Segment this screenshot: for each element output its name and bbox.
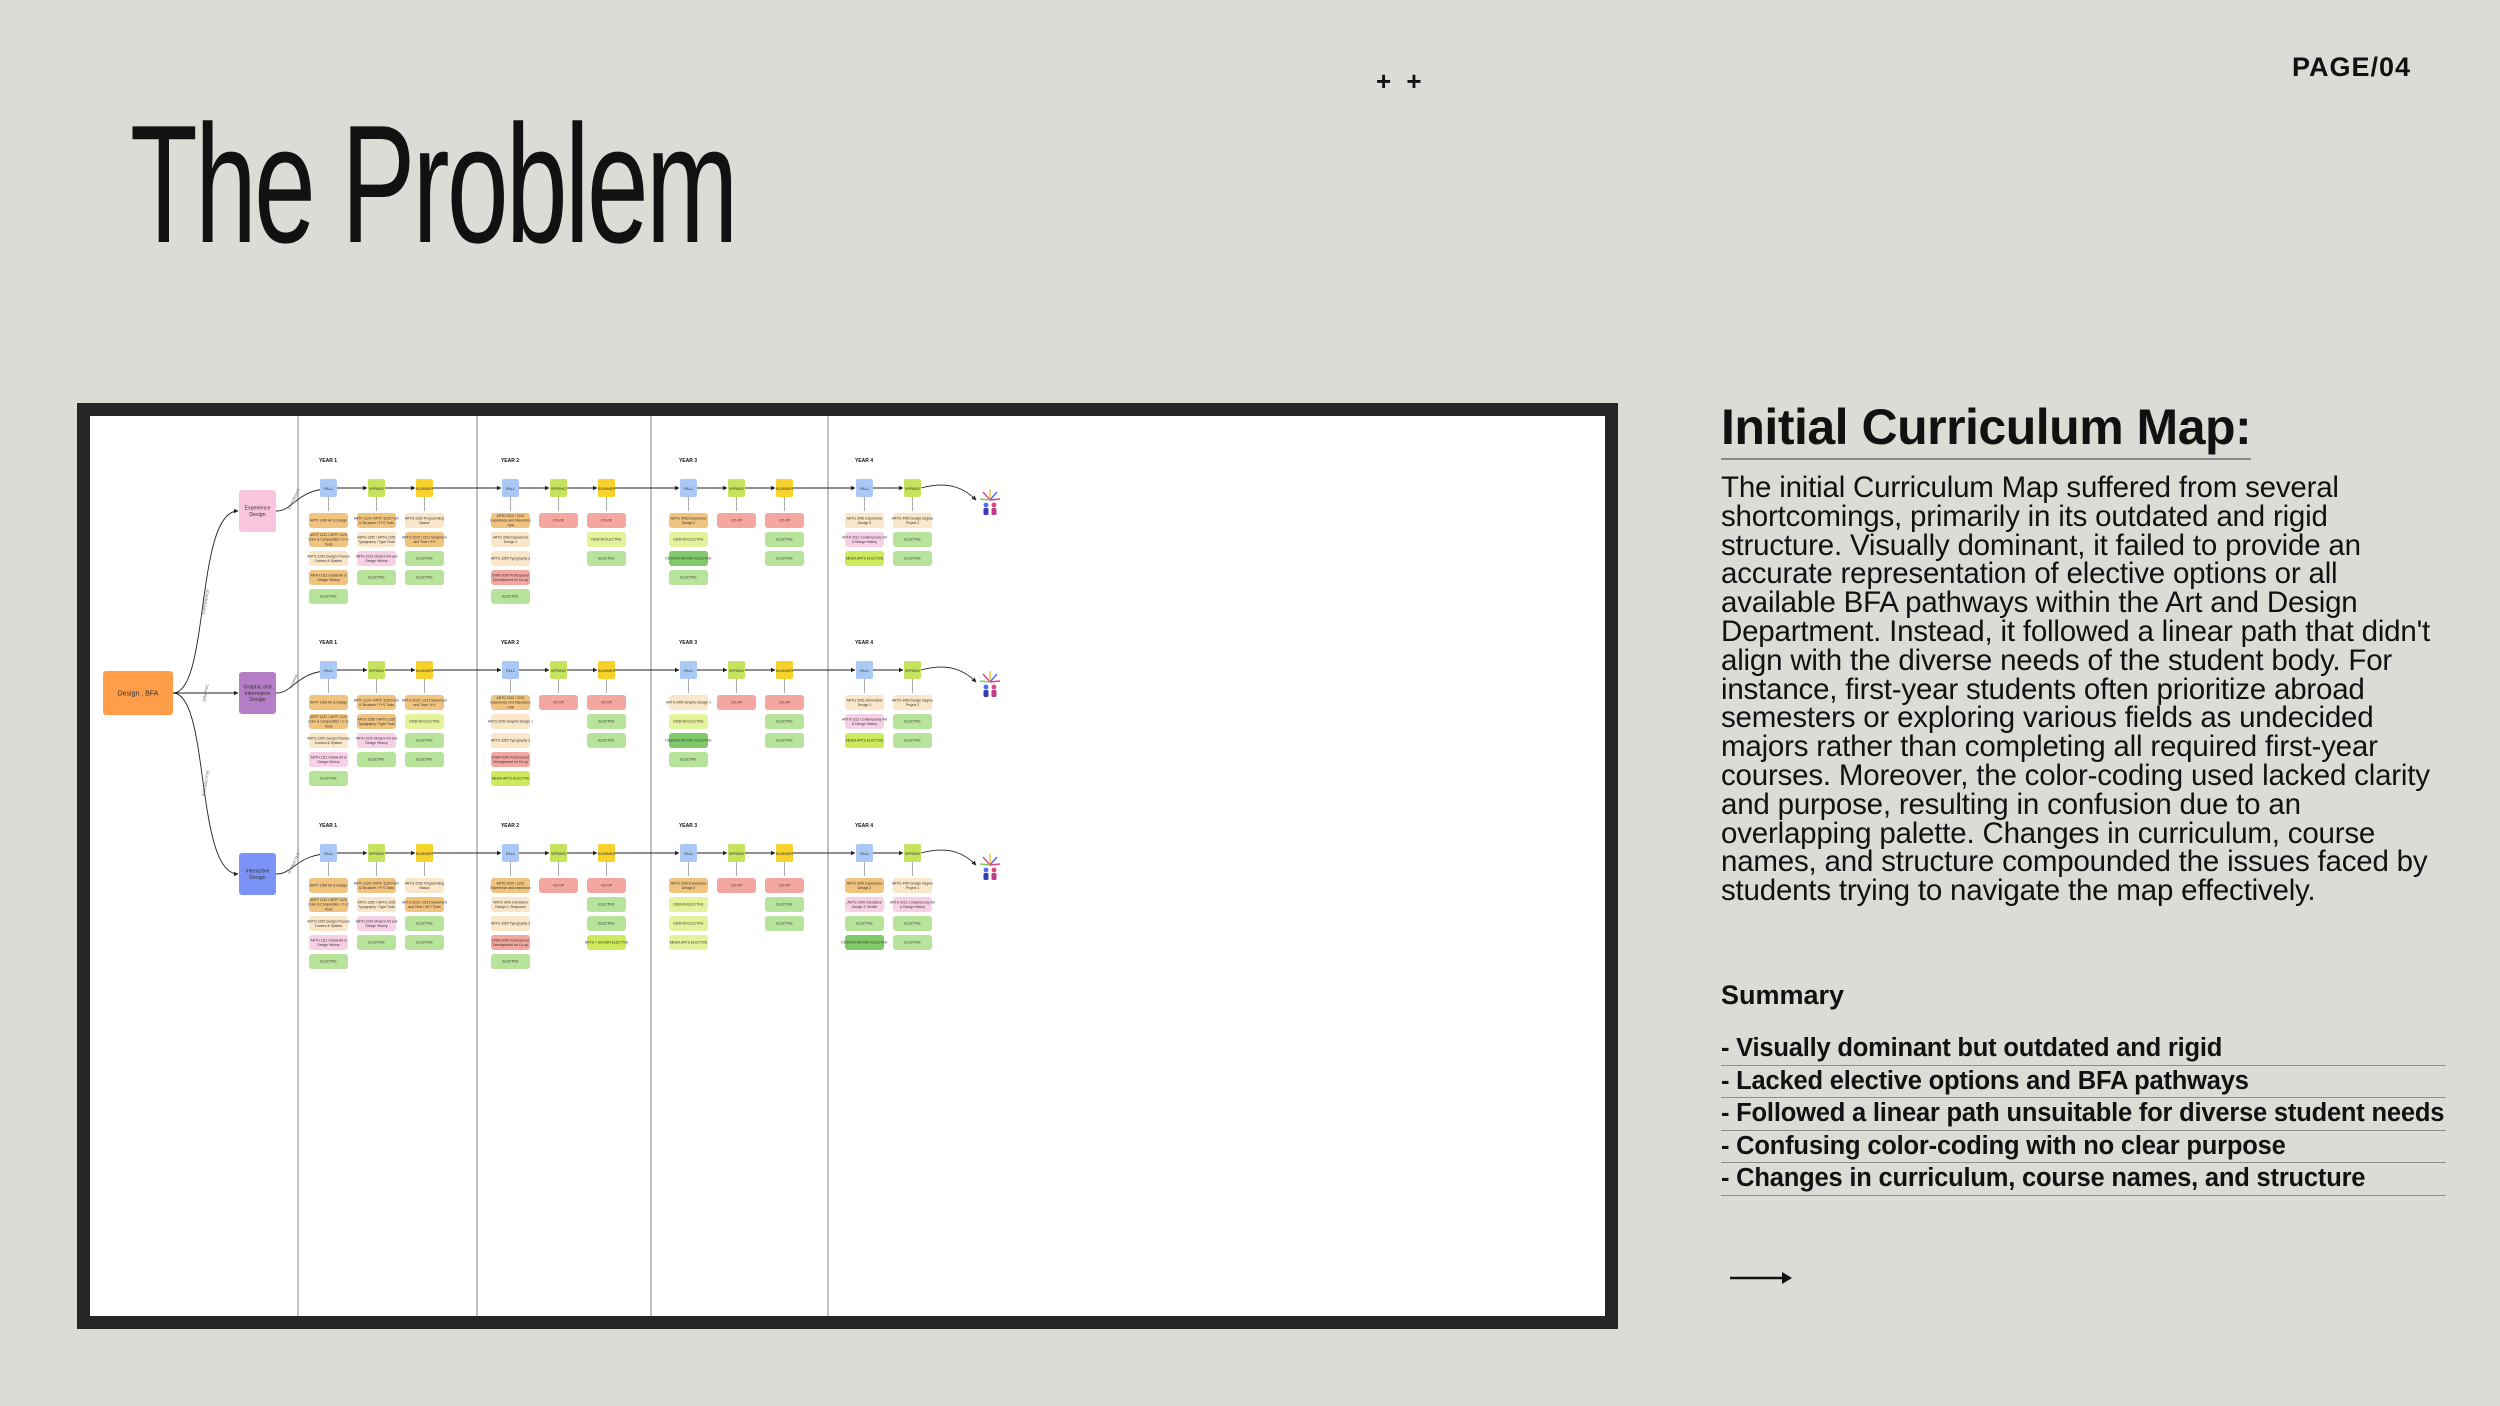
course-box-label: Experience and Interaction xyxy=(490,885,531,890)
course-box-label: CO-OP xyxy=(600,883,613,888)
term-label: SPRING xyxy=(368,486,385,491)
year-label: YEAR 2 xyxy=(500,640,520,646)
term-label: SPRING xyxy=(904,668,921,673)
course-box-label: Design 3 xyxy=(857,885,872,890)
term-label: FALL xyxy=(505,851,516,856)
course-box-label: ARTF 1122 / ARTF 1123 xyxy=(310,898,347,903)
term-label: SPRING xyxy=(550,486,567,491)
summary-item: - Followed a linear path unsuitable for diverse student needs xyxy=(1721,1098,2446,1131)
term-label: SPRING xyxy=(550,668,567,673)
term-label: SUMMER xyxy=(775,851,794,856)
course-box-label: ARTG 3451 Information xyxy=(846,698,883,703)
course-box-label: ELECTIVE xyxy=(904,738,921,743)
course-box-label: ELECTIVE xyxy=(904,537,921,542)
course-box-label: ELECTIVE xyxy=(416,738,433,743)
major-node-label: Graphic and xyxy=(243,684,272,691)
course-box-label: & Design History xyxy=(899,904,926,909)
course-box-label: & Structure / F+S Tools xyxy=(359,520,394,525)
course-box-label: MEDIA ARTS ELECTIVE xyxy=(845,556,884,561)
summary-list xyxy=(1721,1033,2446,1196)
term-label: FALL xyxy=(859,851,870,856)
long-right-arrow-icon[interactable] xyxy=(1730,1268,1794,1288)
course-box-label: ELECTIVE xyxy=(776,556,793,561)
course-box-label: ELECTIVE xyxy=(416,757,433,762)
curriculum-map-diagram xyxy=(90,416,1605,1316)
term-label: SPRING xyxy=(728,486,745,491)
course-box-label: CO-OP xyxy=(730,700,743,705)
course-box-label: ARTF 1000 Art & Design xyxy=(309,883,348,888)
course-box-label: and Time / X+I xyxy=(413,539,436,544)
course-box-label: DESIGN HISTORY ELECTIVE xyxy=(841,940,888,945)
course-box-label: DESIGN ELECTIVE xyxy=(673,719,704,724)
course-box-label: ARTF 1124 / ARTF 1125 Form xyxy=(353,881,400,886)
course-box-label: ARTG 2250 / ARTG 2251 xyxy=(357,535,396,540)
course-box-label: Design History xyxy=(365,558,388,563)
course-box-label: ARTG 4450 Design Degree xyxy=(891,881,934,886)
term-label: SUMMER xyxy=(415,668,434,673)
course-box-label: ARTF 1124 / ARTF 1125 Form xyxy=(353,698,400,703)
term-label: SUMMER xyxy=(597,668,616,673)
term-label: FALL xyxy=(683,668,694,673)
course-box-label: ARTF 1122 / ARTF 1123 xyxy=(310,715,347,720)
term-label: FALL xyxy=(323,668,334,673)
term-label: SUMMER xyxy=(597,851,616,856)
course-box-label: ARTS + DESIGN ELECTIVE xyxy=(584,940,629,945)
course-box-label: ELECTIVE xyxy=(598,921,615,926)
course-box-label: Context & System xyxy=(314,740,343,745)
root-node-design-bfa-label: Design , BFA xyxy=(117,690,159,698)
course-box-label: Color & Composition / C+C xyxy=(308,902,349,907)
course-box-label: ARTG 4450 Design Degree xyxy=(891,698,934,703)
course-box-label: ARTG 3451 Experience xyxy=(846,516,883,521)
term-label: SUMMER xyxy=(597,486,616,491)
course-box-label: DESIGN ELECTIVE xyxy=(591,537,622,542)
year-label: YEAR 3 xyxy=(678,640,698,646)
course-box-label: Design History xyxy=(365,923,388,928)
course-box-label: ARTG 1250 Design Process xyxy=(307,919,350,924)
term-label: FALL xyxy=(323,851,334,856)
course-box-label: CO-OP xyxy=(778,700,791,705)
year-label: YEAR 4 xyxy=(854,823,874,829)
year-label: YEAR 3 xyxy=(678,823,698,829)
confetti-line xyxy=(990,681,1000,682)
confetti-line xyxy=(990,864,1000,865)
course-box-label: ARTH 1111 Global Art & xyxy=(310,755,347,760)
course-box-label: ARTG 2260 Programming xyxy=(404,881,445,886)
confetti-line xyxy=(980,864,990,865)
course-box-label: ARTG 2250 / ARTG 2251 xyxy=(357,900,396,905)
course-box-label: ARTG 3350 Typography 2 xyxy=(490,738,531,743)
course-box-label: ELECTIVE xyxy=(904,556,921,561)
summary-item: - Visually dominant but outdated and rigid xyxy=(1721,1033,2446,1066)
course-box-label: ELECTIVE xyxy=(680,575,697,580)
course-box-label: Project 1 xyxy=(905,885,920,890)
course-box-label: ARTD 2220 / 2221 xyxy=(496,696,525,701)
year-label: YEAR 2 xyxy=(500,458,520,464)
figure-head xyxy=(984,868,989,873)
major-node-label: Information xyxy=(244,690,271,697)
term-label: SPRING xyxy=(728,668,745,673)
course-box-label: ARTG 2220 / 2221 Movement xyxy=(402,900,447,905)
course-box-label: ARTG 3350 Typography 2 xyxy=(490,556,531,561)
course-box-label: CO-OP xyxy=(730,883,743,888)
term-label: SPRING xyxy=(368,668,385,673)
course-box-label: MEDIA ARTS ELECTIVE xyxy=(491,776,530,781)
course-box-label: ELECTIVE xyxy=(776,902,793,907)
year-label: YEAR 3 xyxy=(678,458,698,464)
course-box-label: ARTH 2210 Modern Art and xyxy=(355,919,398,924)
curriculum-map-canvas xyxy=(90,416,1605,1316)
course-box-label: MEDIA ARTS ELECTIVE xyxy=(845,738,884,743)
course-box-label: Context & System xyxy=(314,558,343,563)
year-label: YEAR 1 xyxy=(318,640,338,646)
course-box-label: ARTG 2220 / 2221 Movement xyxy=(402,698,447,703)
course-box-label: ELECTIVE xyxy=(368,940,385,945)
course-box-label: CO-OP xyxy=(730,518,743,523)
term-label: SPRING xyxy=(728,851,745,856)
figure-head xyxy=(992,868,997,873)
course-box-label: CO-OP xyxy=(552,700,565,705)
course-box-label: Basics xyxy=(419,885,430,890)
figure-body xyxy=(984,873,989,880)
plus-marks-decoration: + + xyxy=(1376,66,1426,96)
course-box-label: & Design History xyxy=(851,721,878,726)
course-box-label: ELECTIVE xyxy=(904,719,921,724)
graduation-arrow xyxy=(921,485,976,500)
course-box-label: Design History xyxy=(317,577,340,582)
term-label: SUMMER xyxy=(415,486,434,491)
figure-head xyxy=(984,503,989,508)
figure-body xyxy=(992,508,997,515)
term-label: SUMMER xyxy=(775,668,794,673)
edge-label: INTERACTIVE xyxy=(200,769,211,797)
course-box-label: Design 1 xyxy=(857,702,872,707)
graduation-arrow xyxy=(921,667,976,682)
figure-body xyxy=(984,508,989,515)
graduation-arrow xyxy=(921,850,976,865)
figure-head xyxy=(992,685,997,690)
course-box-label: ELECTIVE xyxy=(416,575,433,580)
course-box-label: Design 2: Mobile xyxy=(851,904,878,909)
course-box-label: Project 1 xyxy=(905,702,920,707)
term-label: FALL xyxy=(859,486,870,491)
term-label: FALL xyxy=(505,668,516,673)
course-box-label: ARTG 3450 Graphic Design 2 xyxy=(666,700,711,705)
course-box-label: ELECTIVE xyxy=(368,575,385,580)
figure-body xyxy=(984,690,989,697)
course-box-label: ARTH 2210 Modern Art and xyxy=(355,736,398,741)
course-box-label: ARTH 2210 Modern Art and xyxy=(355,554,398,559)
course-box-label: CO-OP xyxy=(600,700,613,705)
course-box-label: Experience and Interaction xyxy=(490,518,531,523)
edge-label: GRAPHIC xyxy=(201,683,210,703)
confetti-line xyxy=(980,681,990,682)
course-box-label: & Design History xyxy=(851,539,878,544)
course-box-label: ARTG 3463 Experience xyxy=(670,881,707,886)
figure-head xyxy=(984,685,989,690)
course-box-label: ARTG 2220 / 2221 Movement xyxy=(402,535,447,540)
course-box-label: Tools xyxy=(324,542,333,547)
course-box-label: ELECTIVE xyxy=(776,719,793,724)
confetti-line xyxy=(980,499,990,500)
course-box-label: ARTG 1250 Design Process xyxy=(307,736,350,741)
course-box-label: ELECTIVE xyxy=(904,921,921,926)
summary-item: - Confusing color-coding with no clear purpose xyxy=(1721,1131,2446,1164)
course-box-label: ARTH 1111 Global Art & xyxy=(310,938,347,943)
course-box-label: ARTG 3463 Experience xyxy=(670,516,707,521)
edge-label: EXPERIENCE xyxy=(200,588,211,615)
course-box-label: CO-OP xyxy=(600,518,613,523)
course-box-label: & Structure / F+S Tools xyxy=(359,885,394,890)
course-box-label: Tools xyxy=(324,724,333,729)
course-box-label: Tools xyxy=(324,907,333,912)
curriculum-map-frame xyxy=(77,403,1618,1329)
course-box-label: ELECTIVE xyxy=(416,556,433,561)
course-box-label: ENMI 2000 Professional xyxy=(492,573,529,578)
course-box-label: ELECTIVE xyxy=(320,959,337,964)
course-box-label: Development for Co-op xyxy=(492,759,529,764)
course-box-label: / WH xyxy=(506,705,515,710)
course-box-label: / WH xyxy=(506,523,515,528)
year-label: YEAR 4 xyxy=(854,458,874,464)
course-box-label: DESIGN ELECTIVE xyxy=(673,902,704,907)
edge-label: GRAPHIC xyxy=(288,673,300,690)
course-box-label: Design History xyxy=(317,942,340,947)
course-box-label: Basics xyxy=(419,520,430,525)
graduation-celebration-icon xyxy=(980,671,1000,697)
course-box-label: ELECTIVE xyxy=(598,902,615,907)
term-label: SUMMER xyxy=(415,851,434,856)
course-box-label: Development for Co-op xyxy=(492,942,529,947)
course-box-label: Design 2 xyxy=(681,520,696,525)
course-box-label: ARTG 2400 Interactive xyxy=(493,900,528,905)
term-label: SPRING xyxy=(368,851,385,856)
course-box-label: ELECTIVE xyxy=(368,757,385,762)
course-box-label: ARTF 1000 Art & Design xyxy=(309,518,348,523)
term-label: SUMMER xyxy=(775,486,794,491)
course-box-label: Design 2 xyxy=(681,885,696,890)
course-box-label: CO-OP xyxy=(778,518,791,523)
course-box-label: ELECTIVE xyxy=(502,594,519,599)
year-label: YEAR 1 xyxy=(318,823,338,829)
course-box-label: ARTG 2250 / ARTG 2251 xyxy=(357,717,396,722)
course-box-label: and Time / X+I xyxy=(413,702,436,707)
term-label: FALL xyxy=(323,486,334,491)
course-box-label: DESIGN ELECTIVE xyxy=(673,537,704,542)
course-box-label: ELECTIVE xyxy=(320,776,337,781)
page-number: PAGE/04 xyxy=(2292,52,2412,82)
course-box-label: ARTG 4450 Design Degree xyxy=(891,516,934,521)
course-box-label: CO-OP xyxy=(778,883,791,888)
course-box-label: Context & System xyxy=(314,923,343,928)
major-node-label: Design xyxy=(249,875,266,882)
course-box-label: ARTF 1000 Art & Design xyxy=(309,700,348,705)
confetti-line xyxy=(990,499,1000,500)
term-label: FALL xyxy=(505,486,516,491)
course-box-label: ELECTIVE xyxy=(598,719,615,724)
graduation-celebration-icon xyxy=(980,854,1000,880)
course-box-label: Color & Composition / C+C xyxy=(308,537,349,542)
course-box-label: ELECTIVE xyxy=(598,556,615,561)
course-box-label: ARTG 3350 Typography 2 xyxy=(490,921,531,926)
term-label: SPRING xyxy=(904,851,921,856)
course-box-label: Typography / Type Tools xyxy=(358,539,395,544)
course-box-label: and Time / M+T Tools xyxy=(408,904,441,909)
course-box-label: Design History xyxy=(317,759,340,764)
problem-description: The initial Curriculum Map suffered from several shortcomings, primarily in its outdated and rigid structure. Visually dominant, it failed to provide an accurate representation of elective options or all available BFA pathways within the Art and Design Department. Instead, it followed a linear path that didn't align with the diverse needs of the student body. For instance, first-year students often prioritize abroad semesters or exploring various fields as undecided majors rather than completing all required first-year courses. Moreover, the color-coding used lacked clarity and purpose, resulting in confusion due to an overlapping palette. Changes in curriculum, course names, and structure compounded the issues faced by students trying to navigate the map effectively. xyxy=(1721,471,2431,908)
course-box-label: Design 3 xyxy=(857,520,872,525)
term-label: FALL xyxy=(683,851,694,856)
course-box-label: ARTH 2211 Contemporary Art xyxy=(842,535,887,540)
course-box-label: Experience and Interaction xyxy=(490,700,531,705)
course-box-label: & Structure / F+S Tools xyxy=(359,702,394,707)
year-label: YEAR 2 xyxy=(500,823,520,829)
course-box-label: ARTF 1122 / ARTF 1123 xyxy=(310,533,347,538)
course-box-label: ARTD 2220 / 2221 xyxy=(496,881,525,886)
major-node-label: Experience xyxy=(244,505,271,512)
major-node-label: Design xyxy=(249,512,266,519)
figure-body xyxy=(992,873,997,880)
course-box-label: ELECTIVE xyxy=(320,594,337,599)
course-box-label: CO-OP xyxy=(552,518,565,523)
course-box-label: CO-OP xyxy=(552,883,565,888)
course-box-label: ENMI 2000 Professional xyxy=(492,938,529,943)
page-title: The Problem xyxy=(130,90,736,278)
course-box-label: ELECTIVE xyxy=(776,537,793,542)
course-box-label: ARTG 3451 Experience xyxy=(846,881,883,886)
major-node-label: Design xyxy=(249,697,266,704)
summary-item: - Lacked elective options and BFA pathways xyxy=(1721,1066,2446,1099)
figure-body xyxy=(992,690,997,697)
course-box-label: DESIGN ELECTIVE xyxy=(409,719,440,724)
course-box-label: Design 1: Response xyxy=(495,904,526,909)
course-box-label: ARTG 3700 Interactive xyxy=(847,900,882,905)
course-box-label: ARTD 2220 / 2221 xyxy=(496,514,525,519)
course-box-label: ENMI 2000 Professional xyxy=(492,755,529,760)
summary-title: Summary xyxy=(1721,980,1845,1010)
year-label: YEAR 4 xyxy=(854,640,874,646)
course-box-label: ARTG 3462 Experience xyxy=(492,535,529,540)
course-box-label: Project 1 xyxy=(905,520,920,525)
edge-label: EXPERIENCE xyxy=(287,488,301,511)
course-box-label: MEDIA ARTS ELECTIVE xyxy=(669,940,708,945)
course-box-label: ARTH 2211 Contemporary Art xyxy=(842,717,887,722)
course-box-label: ELECTIVE xyxy=(416,921,433,926)
course-box-label: ELECTIVE xyxy=(598,738,615,743)
course-box-label: Color & Composition / C+C xyxy=(308,719,349,724)
course-box-label: DESIGN HISTORY ELECTIVE xyxy=(665,556,712,561)
course-box-label: ELECTIVE xyxy=(776,738,793,743)
course-box-label: ELECTIVE xyxy=(904,940,921,945)
course-box-label: DESIGN HISTORY ELECTIVE xyxy=(665,738,712,743)
course-box-label: ELECTIVE xyxy=(680,757,697,762)
course-box-label: DESIGN ELECTIVE xyxy=(673,921,704,926)
year-label: YEAR 1 xyxy=(318,458,338,464)
course-box-label: ARTF 1124 / ARTF 1125 Form xyxy=(353,516,400,521)
term-label: SPRING xyxy=(550,851,567,856)
course-box-label: ARTG 2260 Programming xyxy=(404,516,445,521)
edge-label: INTERACTIVE xyxy=(287,851,301,875)
graduation-celebration-icon xyxy=(980,489,1000,515)
figure-head xyxy=(992,503,997,508)
course-box-label: Design History xyxy=(365,740,388,745)
course-box-label: ARTG 2252 Graphic Design 1 xyxy=(488,719,533,724)
course-box-label: ELECTIVE xyxy=(416,940,433,945)
course-box-label: Typography / Type Tools xyxy=(358,904,395,909)
summary-item: - Changes in curriculum, course names, and structure xyxy=(1721,1163,2446,1196)
course-box-label: ELECTIVE xyxy=(776,921,793,926)
course-box-label: ARTG 1250 Design Process xyxy=(307,554,350,559)
course-box-label: Design 1 xyxy=(503,539,518,544)
course-box-label: Typography / Type Tools xyxy=(358,721,395,726)
term-label: FALL xyxy=(859,668,870,673)
course-box-label: ARTH 2211 Contemporary Art xyxy=(890,900,935,905)
course-box-label: Development for Co-op xyxy=(492,577,529,582)
course-box-label: ARTH 1111 Global Art & xyxy=(310,573,347,578)
course-box-label: ELECTIVE xyxy=(856,921,873,926)
major-node-label: Interactive xyxy=(245,868,270,875)
course-box-label: ELECTIVE xyxy=(502,959,519,964)
term-label: FALL xyxy=(683,486,694,491)
section-heading: Initial Curriculum Map: xyxy=(1721,398,2251,460)
term-label: SPRING xyxy=(904,486,921,491)
